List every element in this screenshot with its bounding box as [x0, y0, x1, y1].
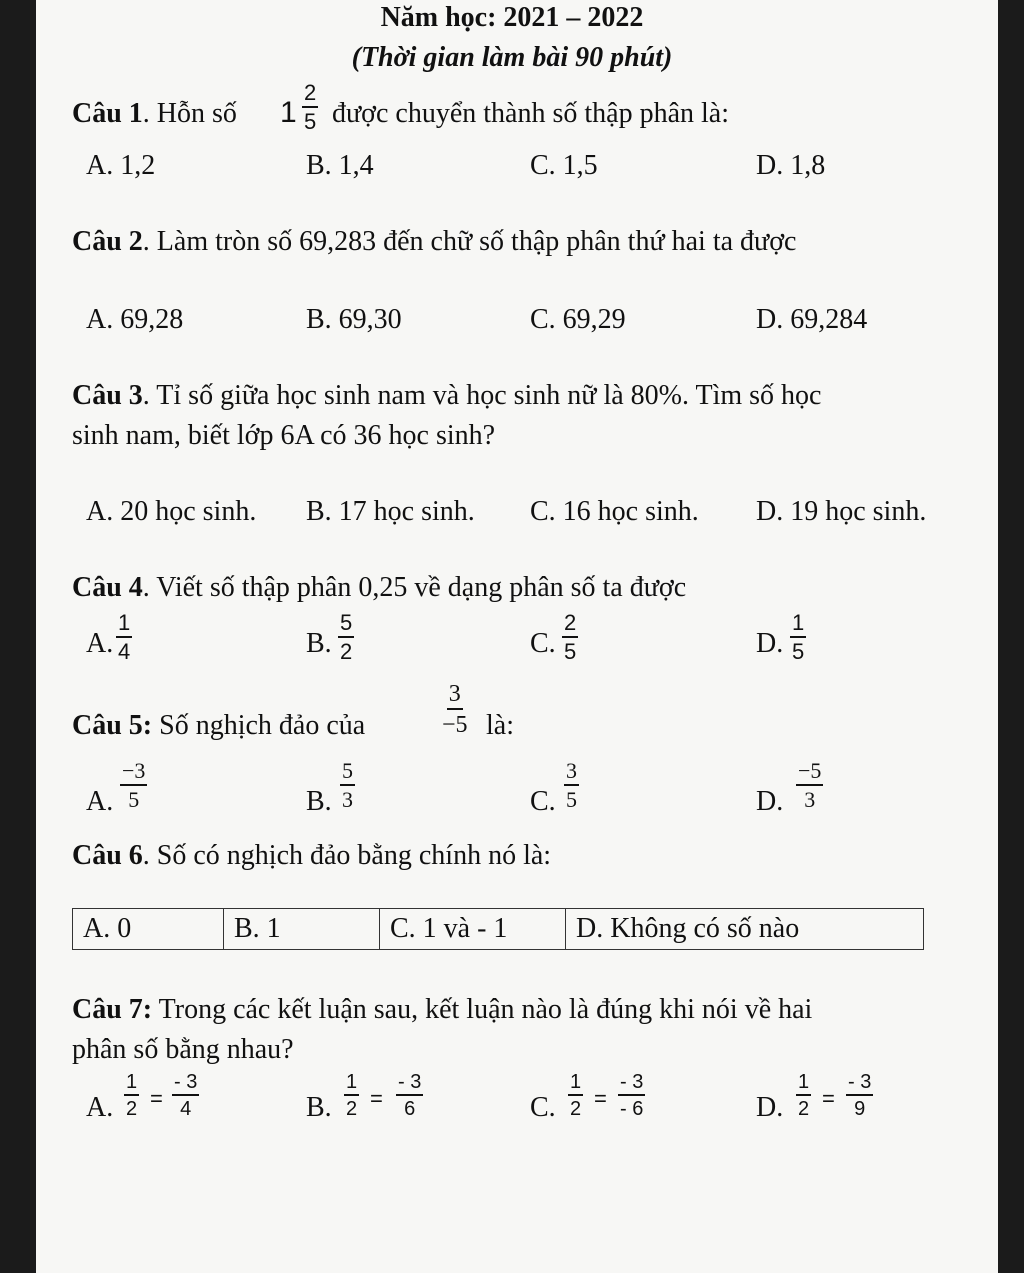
- question-text: Số nghịch đảo của: [152, 710, 366, 741]
- q6-option-c: C. 1 và - 1: [380, 909, 566, 950]
- question-text: . Tỉ số giữa học sinh nam và học sinh nữ là 80%. Tìm số học: [142, 380, 822, 411]
- q6-option-b: B. 1: [224, 909, 380, 950]
- question-text: phân số bằng nhau?: [72, 1034, 294, 1065]
- question-label: Câu 5:: [72, 710, 153, 741]
- question-text: . Làm tròn số 69,283 đến chữ số thập phân thứ hai ta được: [142, 226, 797, 257]
- question-text: . Hỗn số: [142, 98, 237, 129]
- question-text: Trong các kết luận sau, kết luận nào là đúng khi nói về hai: [152, 994, 813, 1025]
- question-label: Câu 4: [72, 572, 143, 603]
- q7-option-c-right-fraction: $\frac{- 3}{- 6}$: [620, 1071, 644, 1120]
- q7-option-c-letter: C.: [530, 1092, 556, 1123]
- q5-fraction: $\frac{3}{-5}$: [442, 681, 468, 738]
- mixed-number-whole: 1: [280, 96, 297, 129]
- q5-option-d-letter: D.: [756, 786, 784, 817]
- q7-option-b-left-fraction: $\frac{1}{2}$: [346, 1071, 358, 1120]
- q5-option-b-fraction: $\frac{5}{3}$: [342, 758, 353, 812]
- q4-option-a-fraction: $\frac{1}{4}$: [118, 610, 131, 664]
- q2-option-c: C. 69,29: [530, 304, 626, 335]
- question-4: [72, 572, 686, 604]
- q4-option-d-fraction: $\frac{1}{5}$: [792, 610, 805, 664]
- question-label: Câu 7:: [72, 994, 153, 1025]
- question-2: [72, 226, 796, 258]
- q5-option-b-letter: B.: [306, 786, 332, 817]
- q3-option-a: A. 20 học sinh.: [86, 496, 257, 527]
- q7-option-a-letter: A.: [86, 1092, 114, 1123]
- question-text: . Viết số thập phân 0,25 về dạng phân số ta được: [142, 572, 687, 603]
- q3-option-d: D. 19 học sinh.: [756, 496, 927, 527]
- q4-option-a-letter: A.: [86, 628, 114, 659]
- q6-option-a: A. 0: [73, 909, 224, 950]
- q3-option-b: B. 17 học sinh.: [306, 496, 475, 527]
- question-text: sinh nam, biết lớp 6A có 36 học sinh?: [72, 420, 496, 451]
- q1-option-b: B. 1,4: [306, 150, 374, 181]
- question-text: . Số có nghịch đảo bằng chính nó là:: [142, 840, 552, 871]
- question-1: [72, 98, 237, 130]
- question-3: [72, 380, 821, 412]
- q6-options-table: [72, 908, 924, 950]
- question-label: Câu 1: [72, 98, 143, 129]
- question-label: Câu 6: [72, 840, 143, 871]
- school-year: Năm học: 2021 – 2022: [380, 2, 644, 33]
- q2-option-d: D. 69,284: [756, 304, 868, 335]
- q5-option-a-letter: A.: [86, 786, 114, 817]
- equals-sign: =: [822, 1086, 835, 1111]
- q7-option-d-left-fraction: $\frac{1}{2}$: [798, 1071, 810, 1120]
- q5-option-c-letter: C.: [530, 786, 556, 817]
- q4-option-b-fraction: $\frac{5}{2}$: [340, 610, 353, 664]
- q4-option-c-fraction: $\frac{2}{5}$: [564, 610, 577, 664]
- q1-option-d: D. 1,8: [756, 150, 826, 181]
- q4-option-d-letter: D.: [756, 628, 784, 659]
- q5-option-d-fraction: $\frac{-5}{3}$: [798, 758, 822, 812]
- q7-option-c-left-fraction: $\frac{1}{2}$: [570, 1071, 582, 1120]
- q2-option-b: B. 69,30: [306, 304, 402, 335]
- q7-option-d-right-fraction: $\frac{- 3}{9}$: [848, 1071, 872, 1120]
- question-label: Câu 3: [72, 380, 143, 411]
- equals-sign: =: [370, 1086, 383, 1111]
- q4-option-c-letter: C.: [530, 628, 556, 659]
- equals-sign: =: [150, 1086, 163, 1111]
- mixed-number-fraction: $\frac{2}{5}$: [304, 80, 317, 134]
- q4-option-b-letter: B.: [306, 628, 332, 659]
- question-text: được chuyển thành số thập phân là:: [332, 98, 729, 129]
- question-text: là:: [486, 710, 514, 741]
- q7-option-d-letter: D.: [756, 1092, 784, 1123]
- q7-option-b-right-fraction: $\frac{- 3}{6}$: [398, 1071, 422, 1120]
- q1-option-c: C. 1,5: [530, 150, 598, 181]
- question-6: [72, 840, 551, 872]
- question-label: Câu 2: [72, 226, 143, 257]
- q7-option-a-left-fraction: $\frac{1}{2}$: [126, 1071, 138, 1120]
- q5-option-a-fraction: $\frac{-3}{5}$: [122, 758, 146, 812]
- question-5: [72, 710, 365, 742]
- equals-sign: =: [594, 1086, 607, 1111]
- q7-option-a-right-fraction: $\frac{- 3}{4}$: [174, 1071, 198, 1120]
- q1-option-a: A. 1,2: [86, 150, 156, 181]
- q7-option-b-letter: B.: [306, 1092, 332, 1123]
- exam-time: (Thời gian làm bài 90 phút): [351, 42, 673, 73]
- q5-option-c-fraction: $\frac{3}{5}$: [566, 758, 577, 812]
- question-7: [72, 994, 812, 1026]
- q3-option-c: C. 16 học sinh.: [530, 496, 699, 527]
- q2-option-a: A. 69,28: [86, 304, 184, 335]
- q6-option-d: D. Không có số nào: [566, 909, 924, 950]
